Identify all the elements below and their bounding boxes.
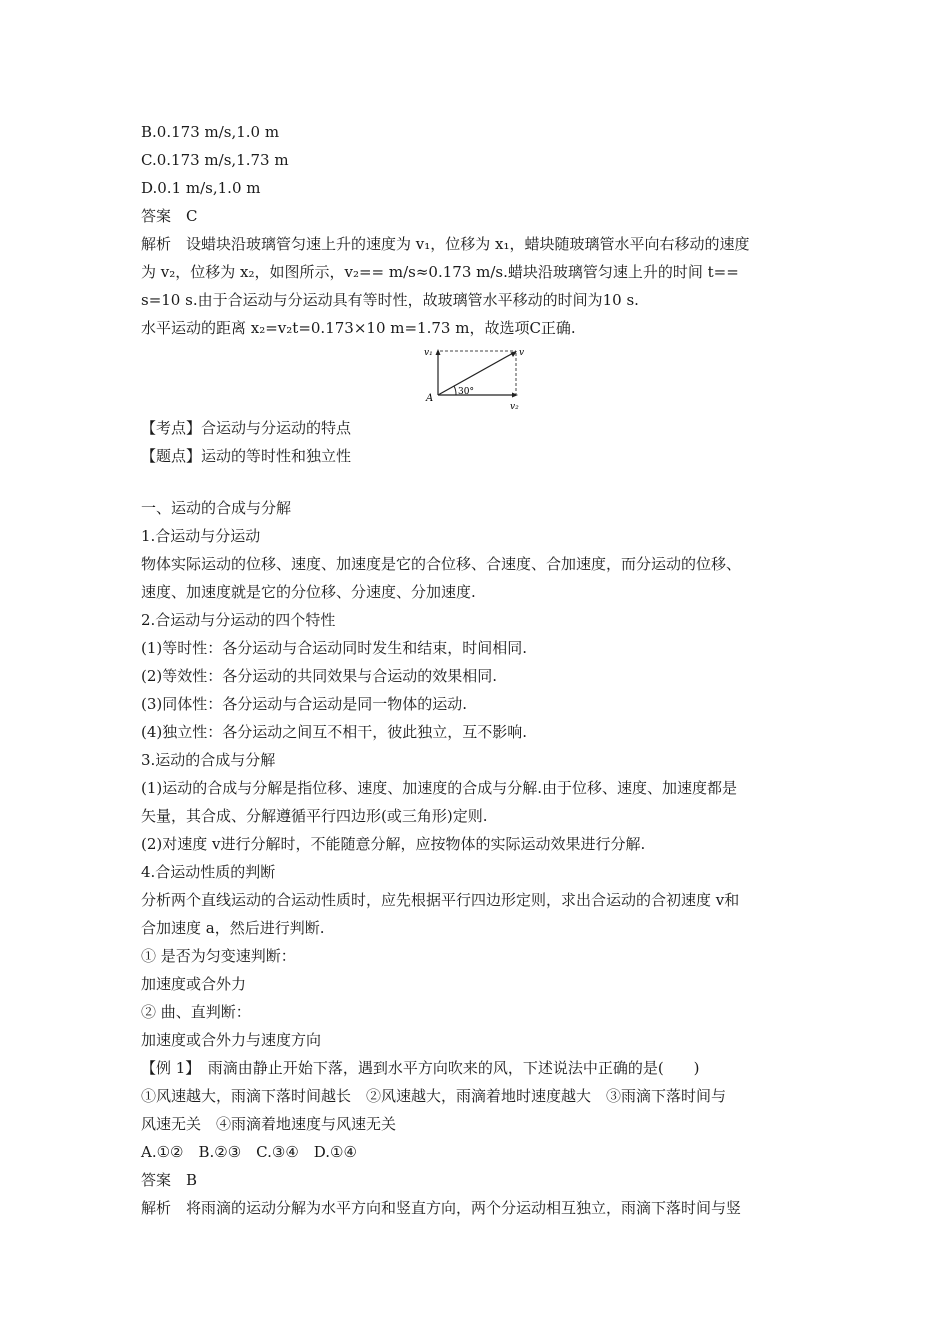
label-angle: 30°	[458, 387, 474, 397]
property-1: (1)等时性：各分运动与合运动同时发生和结束，时间相同.	[141, 639, 528, 657]
velocity-diagram	[420, 343, 530, 413]
subheading-2: 2.合运动与分运动的四个特性	[141, 611, 336, 629]
para-4-line-1: 分析两个直线运动的合运动性质时，应先根据平行四边形定则，求出合运动的合初速度 v和	[141, 891, 740, 909]
example-1-statements-2: 风速无关 ④雨滴着地速度与风速无关	[141, 1115, 397, 1133]
section-heading: 一、运动的合成与分解	[141, 499, 292, 517]
option-b: B.0.173 m/s,1.0 m	[141, 123, 280, 141]
analysis-2-line-1: 解析 将雨滴的运动分解为水平方向和竖直方向，两个分运动相互独立，雨滴下落时间与竖	[141, 1199, 742, 1217]
answer-1: 答案 C	[141, 207, 198, 225]
v-arrow	[438, 352, 515, 395]
property-4: (4)独立性：各分运动之间互不相干，彼此独立，互不影响.	[141, 723, 528, 741]
judge-2: ② 曲、直判断：	[141, 1003, 251, 1021]
subheading-3: 3.运动的合成与分解	[141, 751, 276, 769]
label-v1: v₁	[424, 348, 433, 358]
property-2: (2)等效性：各分运动的共同效果与合运动的效果相同.	[141, 667, 498, 685]
example-1-question: 【例 1】 雨滴由静止开始下落，遇到水平方向吹来的风，下述说法中正确的是( )	[141, 1059, 700, 1077]
example-1-options: A.①② B.②③ C.③④ D.①④	[141, 1143, 357, 1161]
subheading-4: 4.合运动性质的判断	[141, 863, 276, 881]
kaodian: 【考点】合运动与分运动的特点	[141, 419, 352, 437]
judge-1-content: 加速度或合外力	[141, 975, 247, 993]
para-4-line-2: 合加速度 a，然后进行判断.	[141, 919, 325, 937]
analysis-1-line-1: 解析 设蜡块沿玻璃管匀速上升的速度为 v₁，位移为 x₁，蜡块随玻璃管水平向右移动的速度	[141, 235, 750, 253]
option-d: D.0.1 m/s,1.0 m	[141, 179, 261, 197]
analysis-1-line-4: 水平运动的距离 x₂=v₂t=0.173×10 m=1.73 m，故选项C正确.	[141, 319, 576, 337]
label-v2: v₂	[510, 402, 519, 412]
example-1-statements-1: ①风速越大，雨滴下落时间越长 ②风速越大，雨滴着地时速度越大 ③雨滴下落时间与	[141, 1087, 727, 1105]
para-3-line-2: 矢量，其合成、分解遵循平行四边形(或三角形)定则.	[141, 807, 488, 825]
judge-1: ① 是否为匀变速判断：	[141, 947, 296, 965]
subheading-1: 1.合运动与分运动	[141, 527, 261, 545]
option-c: C.0.173 m/s,1.73 m	[141, 151, 289, 169]
para-1-line-1: 物体实际运动的位移、速度、加速度是它的合位移、合速度、合加速度，而分运动的位移、	[141, 555, 742, 573]
tidian: 【题点】运动的等时性和独立性	[141, 447, 352, 465]
para-3-line-1: (1)运动的合成与分解是指位移、速度、加速度的合成与分解.由于位移、速度、加速度都是	[141, 779, 738, 797]
property-3: (3)同体性：各分运动与合运动是同一物体的运动.	[141, 695, 468, 713]
judge-2-content: 加速度或合外力与速度方向	[141, 1031, 322, 1049]
label-a: A	[426, 393, 434, 404]
label-v: v	[519, 348, 525, 358]
analysis-1-line-3: s=10 s.由于合运动与分运动具有等时性，故玻璃管水平移动的时间为10 s.	[141, 291, 639, 309]
para-3-line-3: (2)对速度 v进行分解时，不能随意分解，应按物体的实际运动效果进行分解.	[141, 835, 646, 853]
answer-2: 答案 B	[141, 1171, 198, 1189]
para-1-line-2: 速度、加速度就是它的分位移、分速度、分加速度.	[141, 583, 476, 601]
analysis-1-line-2: 为 v₂，位移为 x₂，如图所示，v₂== m/s≈0.173 m/s.蜡块沿玻璃管匀速上升的时间 t==	[141, 263, 739, 281]
